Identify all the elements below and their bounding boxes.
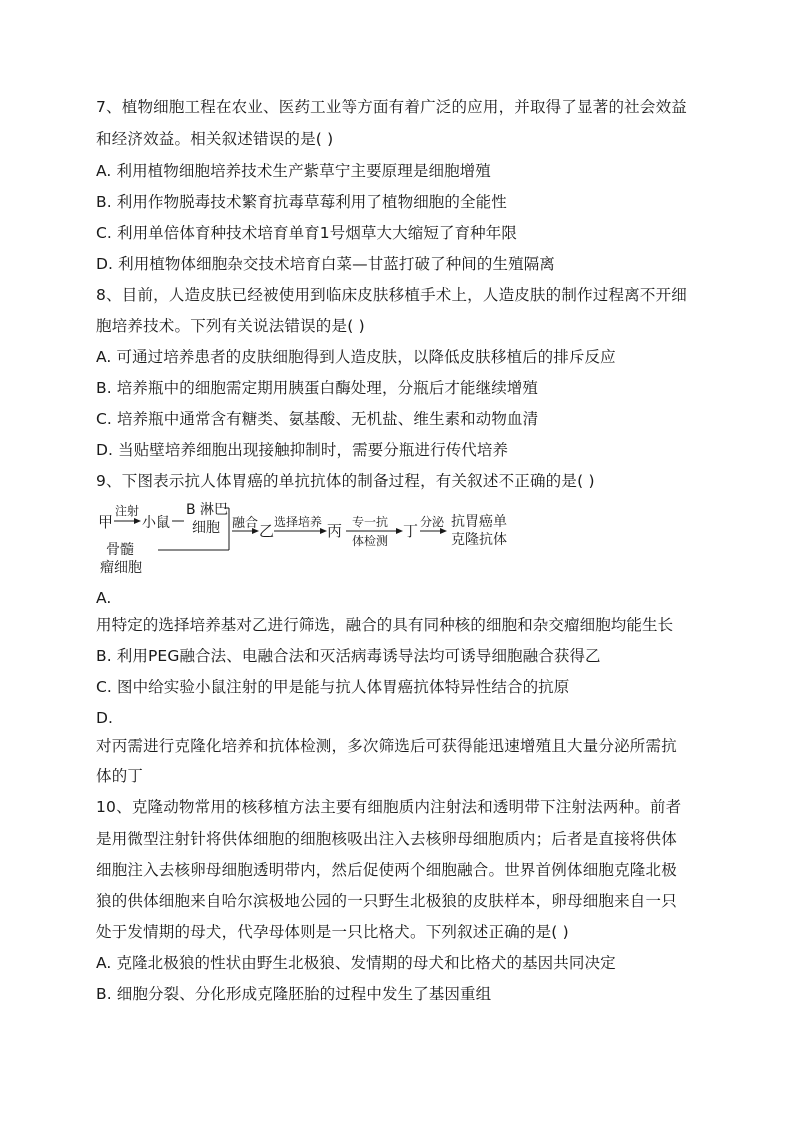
diagram-product-label-1: 抗胃癌单 bbox=[451, 514, 507, 530]
question-10-option-a: A. 克隆北极狼的性状由野生北极狼、发情期的母犬和比格犬的基因共同决定 bbox=[96, 954, 616, 972]
question-7-option-d: D. 利用植物体细胞杂交技术培育白菜—甘蓝打破了种间的生殖隔离 bbox=[96, 255, 555, 273]
diagram-b-cell-label-2: 细胞 bbox=[192, 520, 220, 536]
question-7-stem-line-1: 7、植物细胞工程在农业、医药工业等方面有着广泛的应用，并取得了显著的社会效益 bbox=[96, 98, 687, 116]
diagram-ding-label: 丁 bbox=[403, 522, 419, 540]
question-9-option-a-text: 用特定的选择培养基对乙进行筛选，融合的具有同种核的细胞和杂交瘤细胞均能生长 bbox=[96, 616, 674, 634]
diagram-yi-label: 乙 bbox=[259, 522, 275, 540]
question-8-stem-line-2: 胞培养技术。下列有关说法错误的是( ) bbox=[96, 317, 365, 335]
question-9-option-b: B. 利用PEG融合法、电融合法和灭活病毒诱导法均可诱导细胞融合获得乙 bbox=[96, 647, 601, 665]
diagram-secrete-label: 分泌 bbox=[420, 515, 445, 529]
question-7-option-b: B. 利用作物脱毒技术繁育抗毒草莓利用了植物细胞的全能性 bbox=[96, 193, 507, 211]
question-9-option-d-letter: D. bbox=[96, 709, 114, 727]
diagram-myeloma-label-2: 瘤细胞 bbox=[100, 560, 142, 576]
question-9-option-c: C. 图中给实验小鼠注射的甲是能与抗人体胃癌抗体特异性结合的抗原 bbox=[96, 678, 570, 696]
diagram-select-label: 选择培养 bbox=[274, 515, 323, 529]
question-10-stem-line-5: 处于发情期的母犬，代孕母体则是一只比格犬。下列叙述正确的是( ) bbox=[96, 923, 569, 941]
question-10-stem-line-4: 狼的供体细胞来自哈尔滨极地公园的一只野生北极狼的皮肤样本，卵母细胞来自一只 bbox=[96, 892, 677, 910]
diagram-fusion-label: 融合 bbox=[232, 516, 259, 531]
diagram-myeloma-label-1: 骨髓 bbox=[106, 542, 134, 558]
diagram-jia-label: 甲 bbox=[98, 513, 114, 531]
question-9-option-d-text-2: 体的丁 bbox=[96, 767, 144, 785]
diagram-product-label-2: 克隆抗体 bbox=[451, 532, 507, 548]
question-7-option-a: A. 利用植物细胞培养技术生产紫草宁主要原理是细胞增殖 bbox=[96, 162, 491, 180]
question-8-option-d: D. 当贴壁培养细胞出现接触抑制时，需要分瓶进行传代培养 bbox=[96, 441, 509, 459]
question-7-option-c: C. 利用单倍体育种技术培育单育1号烟草大大缩短了育种年限 bbox=[96, 224, 517, 242]
question-8-stem-line-1: 8、目前，人造皮肤已经被使用到临床皮肤移植手术上，人造皮肤的制作过程离不开细 bbox=[96, 286, 687, 304]
question-8-option-a: A. 可通过培养患者的皮肤细胞得到人造皮肤，以降低皮肤移植后的排斥反应 bbox=[96, 348, 616, 366]
diagram-b-cell-label-1: B 淋巴 bbox=[186, 502, 229, 518]
question-7-stem-line-2: 和经济效益。相关叙述错误的是( ) bbox=[96, 130, 334, 148]
question-9-option-a-letter: A. bbox=[96, 589, 112, 607]
question-8-option-c: C. 培养瓶中通常含有糖类、氨基酸、无机盐、维生素和动物血清 bbox=[96, 410, 539, 428]
antibody-preparation-flow-diagram bbox=[96, 500, 526, 580]
question-9-stem: 9、下图表示抗人体胃癌的单抗抗体的制备过程，有关叙述不正确的是( ) bbox=[96, 472, 595, 490]
diagram-detect-label-1: 专一抗 bbox=[352, 515, 389, 529]
question-10-stem-line-2: 是用微型注射针将供体细胞的细胞核吸出注入去核卵母细胞质内；后者是直接将供体 bbox=[96, 830, 677, 848]
question-9-option-d-text-1: 对丙需进行克隆化培养和抗体检测，多次筛选后可获得能迅速增殖且大量分泌所需抗 bbox=[96, 737, 677, 755]
question-8-option-b: B. 培养瓶中的细胞需定期用胰蛋白酶处理，分瓶后才能继续增殖 bbox=[96, 379, 538, 397]
question-10-stem-line-3: 细胞注入去核卵母细胞透明带内，然后促使两个细胞融合。世界首例体细胞克隆北极 bbox=[96, 861, 677, 879]
diagram-inject-label: 注射 bbox=[115, 504, 140, 518]
diagram-mouse-label: 小鼠 bbox=[142, 515, 170, 531]
question-10-option-b: B. 细胞分裂、分化形成克隆胚胎的过程中发生了基因重组 bbox=[96, 985, 492, 1003]
question-10-stem-line-1: 10、克隆动物常用的核移植方法主要有细胞质内注射法和透明带下注射法两种。前者 bbox=[96, 798, 682, 816]
diagram-detect-label-2: 体检测 bbox=[352, 534, 389, 548]
diagram-bing-label: 丙 bbox=[327, 522, 343, 540]
